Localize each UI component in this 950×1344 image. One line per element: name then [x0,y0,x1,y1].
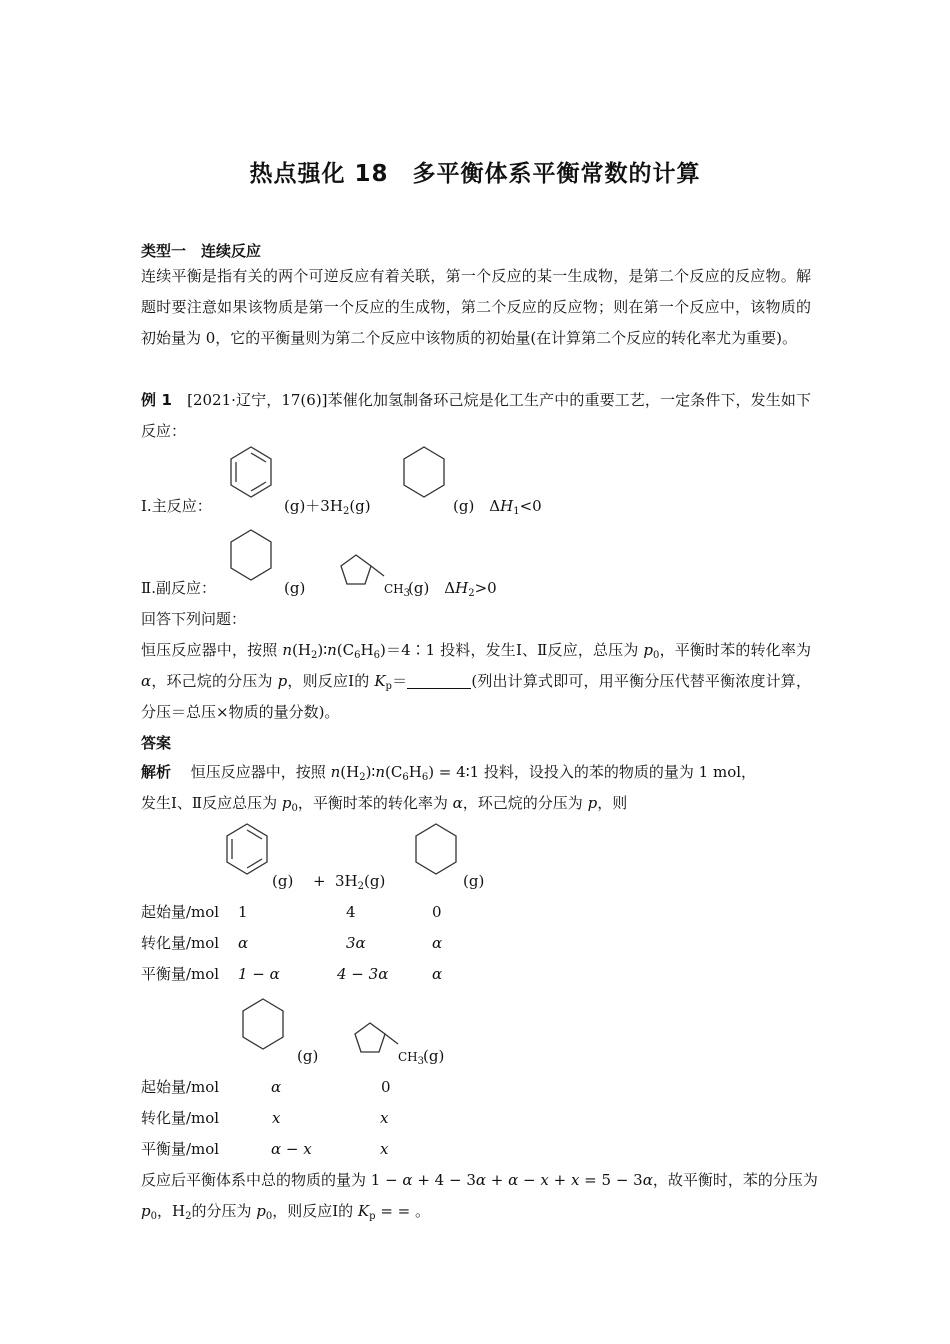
methylcyclopentane-structure-table2 [350,1020,400,1060]
table1-row2-label: 转化量/mol [141,934,220,952]
page-title: 热点强化 18 多平衡体系平衡常数的计算 [249,161,701,187]
example-text: [2021·辽宁，17(6)]苯催化加氢制备环己烷是化工生产中的重要工艺，一定条件下，发生如下反应： [141,391,811,440]
analysis-line-1: 解析 恒压反应器中，按照 $n(H_2)∶n(C_6H_6)$ = 4∶1 投料，设投入的苯的物质的量为 1 mol， [141,763,757,783]
cyclohexane-structure-2 [228,528,274,588]
table1-row1-c2: 4 [346,903,356,921]
table2-row2-c1: x [272,1109,281,1127]
analysis-line-2: 发生Ⅰ、Ⅱ反应总压为 $p_0$，平衡时苯的转化率为 α，环己烷的分压为 p，则 [141,794,628,814]
table2-ch3: $CH_3$ [398,1050,425,1067]
conclusion-line-1: 反应后平衡体系中总的物质的量为 1 − α + 4 − 3α + α − x + x = 5 − 3α，故平衡时，苯的分压为 [141,1171,818,1189]
answer-label: 答案 [141,734,172,752]
table2-row3-label: 平衡量/mol [141,1140,220,1158]
conclusion-line-2: $p_0$，$H_2$的分压为 $p_0$，则反应Ⅰ的 $K_p$ = = 。 [141,1202,430,1222]
table2-row3-c1: α − x [271,1140,312,1158]
reaction-1-label: Ⅰ.主反应： [141,497,212,515]
answer-blank [407,673,471,689]
table1-row3-c1: 1 − α [238,965,280,983]
section-heading: 类型一 连续反应 [141,242,262,260]
intro-paragraph: 连续平衡是指有关的两个可逆反应有着关联，第一个反应的某一生成物，是第二个反应的反应物。解题时要注意如果该物质是第一个反应的生成物，第二个反应的反应物；则在第一个反应中，该物质的初始量为 0，它的平衡量则为第二个反应中该物质的初始量(在计算第二个反应的转化率尤为重要)。 [141,267,811,347]
table1-plus: + [313,872,326,890]
cyclohexane-structure-table2 [240,997,286,1057]
table1-row1-label: 起始量/mol [141,903,220,921]
table2-row2-label: 转化量/mol [141,1109,220,1127]
table1-row3-c2: 4 − 3α [337,965,389,983]
table1-row3-c3: α [432,965,443,983]
table1-row3-label: 平衡量/mol [141,965,220,983]
ch3-group: $CH_3$ [384,582,411,599]
table1-row1-c3: 0 [432,903,442,921]
table1-g3: (g) [463,872,485,890]
question-text: 恒压反应器中，按照 $n(H_2)∶n(C_6H_6)=4∶1$ 投料，发生Ⅰ、Ⅱ反应，总压为 $p_0$，平衡时苯的转化率为 α，环己烷的分压为 p，则反应Ⅰ的 $K_p=$ (列出计算式即可，用平衡分压代替平衡浓度计算，分压＝总压×物质的量分数)。 [141,641,811,721]
table1-row2-c2: 3α [346,934,366,952]
reaction-1-enthalpy: (g) $\Delta H_1<0$ [453,497,542,517]
reaction-2-label: Ⅱ.副反应： [141,579,216,597]
cyclohexane-structure-table [413,822,459,882]
methylcyclopentane-structure [336,552,386,592]
table1-row2-c1: α [238,934,249,952]
reaction-2-enthalpy: (g) $\Delta H_2>0$ [408,579,497,599]
reaction-1-middle: $(g)+3H_2(g)$ [284,497,371,517]
benzene-structure [228,445,274,505]
question-heading: 回答下列问题： [141,610,247,628]
table1-h2: $3H_2(g)$ [335,872,386,892]
table2-g1: (g) [297,1047,319,1065]
table1-g1: (g) [272,872,294,890]
table2-row3-c2: x [380,1140,389,1158]
table2-row1-c1: α [271,1078,282,1096]
table1-row1-c1: 1 [238,903,248,921]
reaction-2-g: (g) [284,579,306,597]
table2-row2-c2: x [380,1109,389,1127]
example-label: 例 1 [141,391,172,409]
benzene-structure-table [224,822,270,882]
table1-row2-c3: α [432,934,443,952]
cyclohexane-structure [401,445,447,505]
table2-row1-c2: 0 [381,1078,391,1096]
table2-g2: (g) [423,1047,445,1065]
example-paragraph [141,385,811,447]
table2-row1-label: 起始量/mol [141,1078,220,1096]
